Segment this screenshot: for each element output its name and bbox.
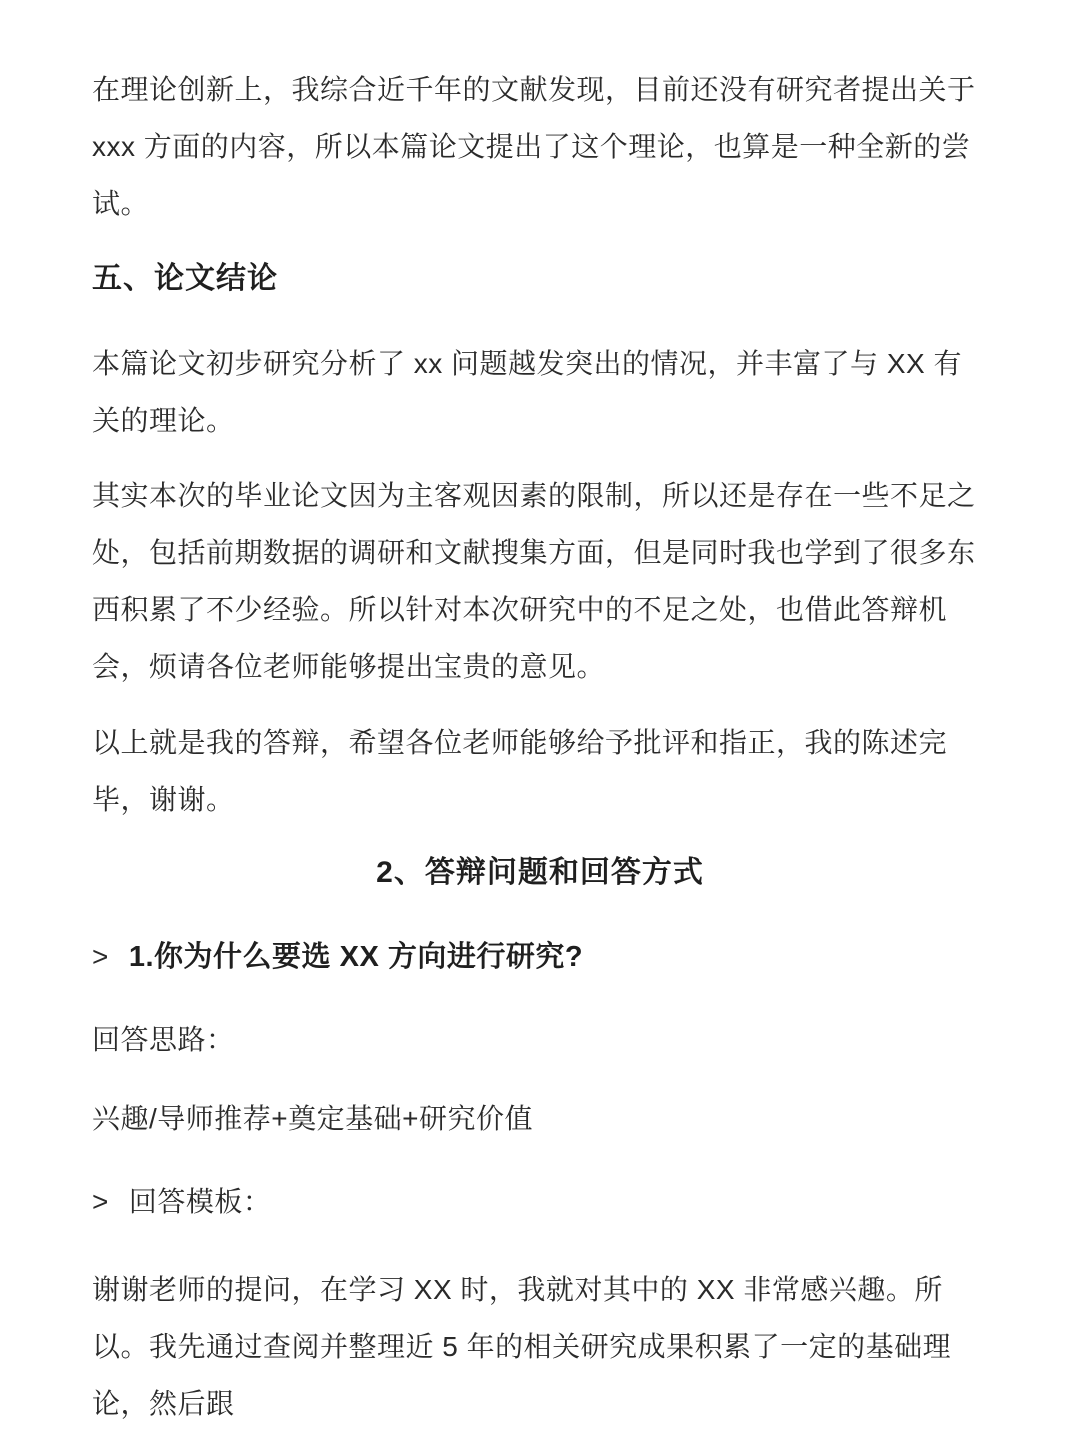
intro-paragraph: 在理论创新上，我综合近千年的文献发现，目前还没有研究者提出关于 xxx 方面的内容，所以本篇论文提出了这个理论，也算是一种全新的尝试。 — [92, 74, 976, 219]
answer-idea-label: 回答思路： — [92, 1024, 235, 1055]
conclusion-paragraph-1: 本篇论文初步研究分析了 xx 问题越发突出的情况，并丰富了与 XX 有关的理论。 — [92, 348, 962, 436]
conclusion-paragraph-2: 其实本次的毕业论文因为主客观因素的限制，所以还是存在一些不足之处，包括前期数据的调研和文献搜集方面，但是同时我也学到了很多东西积累了不少经验。所以针对本次研究中的不足之处，也借此答辩机会，烦请各位老师能够提出宝贵的意见。 — [92, 480, 976, 682]
quote-marker-icon: > — [92, 941, 109, 972]
question-1-title: 1.你为什么要选 XX 方向进行研究? — [128, 941, 584, 973]
template-paragraph: 谢谢老师的提问，在学习 XX 时，我就对其中的 XX 非常感兴趣。所以。我先通过查阅并整理近 5 年的相关研究成果积累了一定的基础理论，然后跟 — [92, 1274, 952, 1419]
quote-marker-icon: > — [92, 1186, 109, 1217]
question-1-quote-line — [92, 928, 988, 986]
closing-paragraph: 以上就是我的答辩，希望各位老师能够给予批评和指正，我的陈述完毕，谢谢。 — [92, 727, 948, 815]
conclusion-section-heading: 五、论文结论 — [92, 262, 278, 295]
answer-formula: 兴趣/导师推荐+奠定基础+研究价值 — [92, 1103, 533, 1134]
template-label: 回答模板： — [128, 1186, 272, 1217]
template-quote-line — [92, 1173, 988, 1230]
qa-section-heading: 2、答辩问题和回答方式 — [376, 856, 704, 889]
